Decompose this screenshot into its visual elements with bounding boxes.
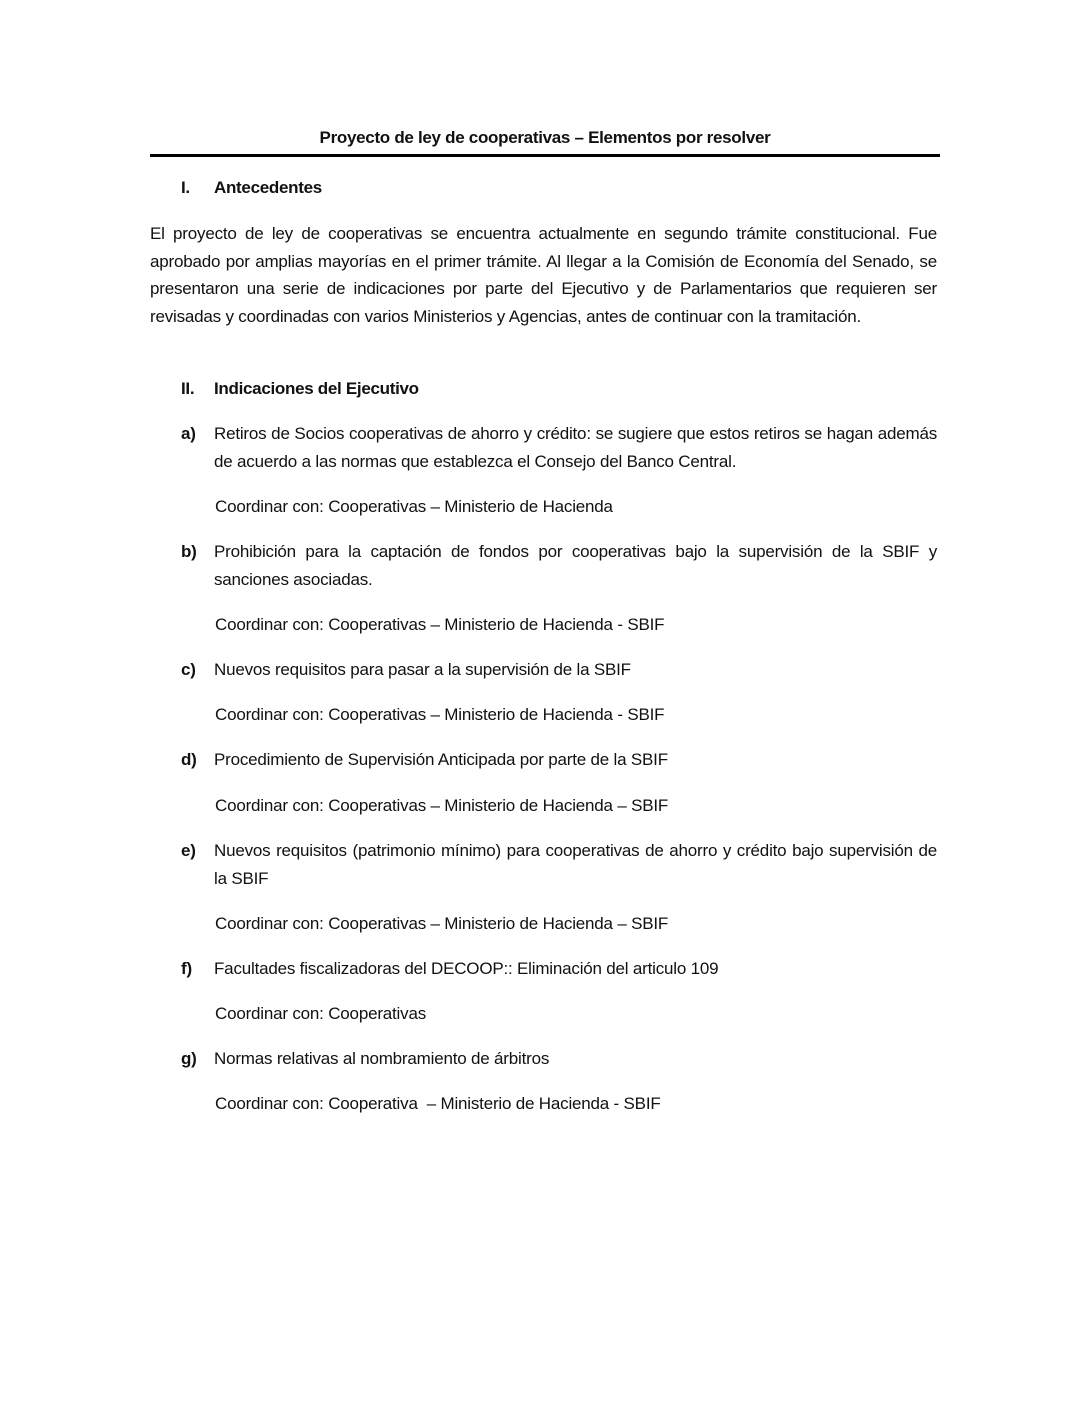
coordinate-note-e: Coordinar con: Cooperativas – Ministerio de Hacienda – SBIF — [215, 914, 669, 933]
item-label: b) — [181, 542, 197, 561]
item-text: Nuevos requisitos (patrimonio mínimo) para cooperativas de ahorro y crédito bajo supervisión de la SBIF — [214, 841, 937, 888]
list-item-f — [181, 955, 937, 983]
section-title: Indicaciones del Ejecutivo — [214, 379, 419, 398]
section-number: II. — [181, 379, 195, 398]
item-label: f) — [181, 959, 192, 978]
list-item-e — [181, 837, 937, 892]
item-label: e) — [181, 841, 196, 860]
list-item-b — [181, 538, 937, 593]
section-number: I. — [181, 178, 190, 197]
antecedentes-paragraph: El proyecto de ley de cooperativas se encuentra actualmente en segundo trámite constitucional. Fue aprobado por amplias mayorías en el primer trámite. Al llegar a la Comisión de Economía del Senado, se presentaron una serie de indicaciones por parte del Ejecutivo y de Parlamentarios que requieren ser revisadas y coordinadas con varios Ministerios y Agencias, antes de continuar con la tramitación. — [150, 224, 937, 326]
item-text: Normas relativas al nombramiento de árbitros — [214, 1049, 550, 1068]
list-item-g — [181, 1045, 937, 1073]
item-label: a) — [181, 424, 196, 443]
coordinate-note-d: Coordinar con: Cooperativas – Ministerio de Hacienda – SBIF — [215, 796, 669, 815]
document-title: Proyecto de ley de cooperativas – Elementos por resolver — [319, 128, 771, 147]
title-underline-divider — [150, 154, 940, 157]
list-item-c — [181, 656, 937, 684]
section-title: Antecedentes — [214, 178, 322, 197]
coordinate-note-c: Coordinar con: Cooperativas – Ministerio de Hacienda - SBIF — [215, 705, 665, 724]
section-heading-antecedentes — [181, 178, 322, 198]
item-text: Prohibición para la captación de fondos por cooperativas bajo la supervisión de la SBIF y sanciones asociadas. — [214, 542, 937, 589]
coordinate-note-b: Coordinar con: Cooperativas – Ministerio de Hacienda - SBIF — [215, 615, 665, 634]
item-text: Facultades fiscalizadoras del DECOOP:: Eliminación del articulo 109 — [214, 959, 719, 978]
coordinate-note-f: Coordinar con: Cooperativas — [215, 1004, 426, 1023]
list-item-a — [181, 420, 937, 475]
item-text: Nuevos requisitos para pasar a la supervisión de la SBIF — [214, 660, 631, 679]
section-heading-indicaciones — [181, 379, 419, 399]
item-text: Procedimiento de Supervisión Anticipada por parte de la SBIF — [214, 750, 668, 769]
coordinate-note-g: Coordinar con: Cooperativa – Ministerio de Hacienda - SBIF — [215, 1094, 661, 1113]
item-label: g) — [181, 1049, 197, 1068]
list-item-d — [181, 746, 937, 774]
coordinate-note-a: Coordinar con: Cooperativas – Ministerio de Hacienda — [215, 497, 613, 516]
item-label: d) — [181, 750, 197, 769]
item-label: c) — [181, 660, 196, 679]
item-text: Retiros de Socios cooperativas de ahorro y crédito: se sugiere que estos retiros se hagan además de acuerdo a las normas que establezca el Consejo del Banco Central. — [214, 424, 937, 471]
